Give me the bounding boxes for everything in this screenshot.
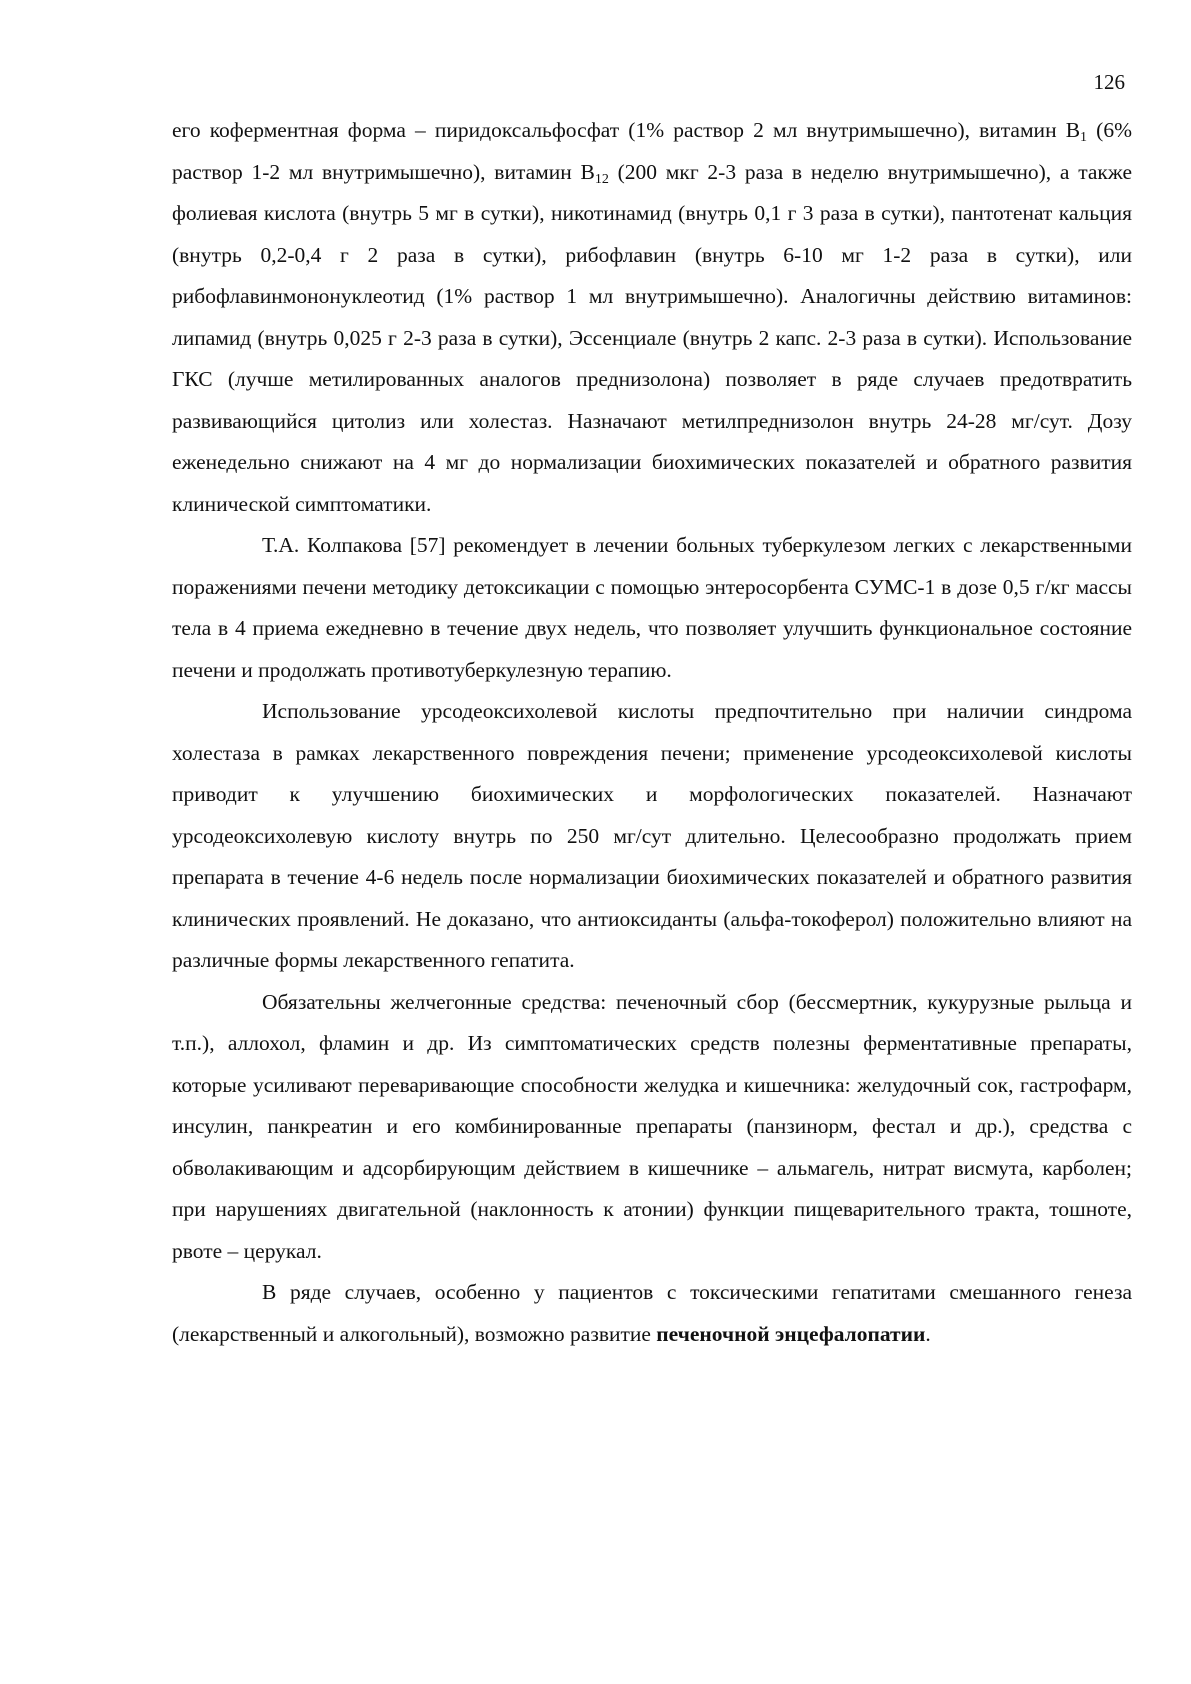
paragraph bbox=[172, 1272, 1132, 1355]
paragraph-text: . bbox=[925, 1321, 931, 1346]
bold-term: печеночной энцефалопатии bbox=[656, 1321, 926, 1346]
paragraph bbox=[172, 982, 1132, 1273]
paragraph bbox=[172, 525, 1132, 691]
paragraph bbox=[172, 110, 1132, 525]
paragraph-text: В ряде случаев, особенно у пациентов с токсическими гепатитами смешанного генеза (лекарственный и алкогольный), возможно развитие bbox=[172, 1280, 1132, 1346]
paragraph bbox=[172, 691, 1132, 982]
page-number: 126 bbox=[1093, 70, 1125, 94]
subscript-text: 1 bbox=[1080, 130, 1088, 145]
paragraph-text: Использование урсодеоксихолевой кислоты предпочтительно при наличии синдрома холестаза в рамках лекарственного повреждения печени; применение урсодеоксихолевой кислоты приводит к улучшению биохимических и морфологических показателей. Назначают урсодеоксихолевую кислоту внутрь по 250 мг/сут длительно. Целесообразно продолжать прием препарата в течение 4-6 недель после нормализации биохимических показателей и обратного развития клинических проявлений. Не доказано, что антиоксиданты (альфа-токоферол) положительно влияют на различные формы лекарственного гепатита. bbox=[172, 699, 1132, 972]
subscript-text: 12 bbox=[594, 171, 609, 187]
paragraph-text: (6% раствор 1-2 мл внутримышечно), витамин B bbox=[172, 118, 1132, 184]
paragraph-text: его коферментная форма – пиридоксальфосфат (1% раствор 2 мл внутримышечно), витамин B bbox=[172, 118, 1081, 142]
paragraph-text: Обязательны желчегонные средства: печеночный сбор (бессмертник, кукурузные рыльца и т.п.), аллохол, фламин и др. Из симптоматических средств полезны ферментативные препараты, которые усиливают переваривающие способности желудка и кишечника: желудочный сок, гастрофарм, инсулин, панкреатин и его комбинированные препараты (панзинорм, фестал и др.), средства с обволакивающим и адсорбирующим действием в кишечнике – альмагель, нитрат висмута, карболен; при нарушениях двигательной (наклонность к атонии) функции пищеварительного тракта, тошноте, рвоте – церукал. bbox=[172, 989, 1132, 1263]
paragraph-text: Т.А. Колпакова [57] рекомендует в лечении больных туберкулезом легких с лекарственными поражениями печени методику детоксикации с помощью энтеросорбента СУМС-1 в дозе 0,5 г/кг массы тела в 4 приема ежедневно в течение двух недель, что позволяет улучшить функциональное состояние печени и продолжать противотуберкулезную терапию. bbox=[172, 533, 1132, 682]
document-body bbox=[172, 110, 1132, 1355]
paragraph-text: (200 мкг 2-3 раза в неделю внутримышечно), а также фолиевая кислота (внутрь 5 мг в сутки), никотинамид (внутрь 0,1 г 3 раза в сутки), пантотенат кальция (внутрь 0,2-0,4 г 2 раза в сутки), рибофлавин (внутрь 6-10 мг 1-2 раза в сутки), или рибофлавинмононуклеотид (1% раствор 1 мл внутримышечно). Аналогичны действию витаминов: липамид (внутрь 0,025 г 2-3 раза в сутки), Эссенциале (внутрь 2 капс. 2-3 раза в сутки). Использование ГКС (лучше метилированных аналогов преднизолона) позволяет в ряде случаев предотвратить развивающийся цитолиз или холестаз. Назначают метилпреднизолон внутрь 24-28 мг/сут. Дозу еженедельно снижают на 4 мг до нормализации биохимических показателей и обратного развития клинической симптоматики. bbox=[172, 159, 1132, 516]
